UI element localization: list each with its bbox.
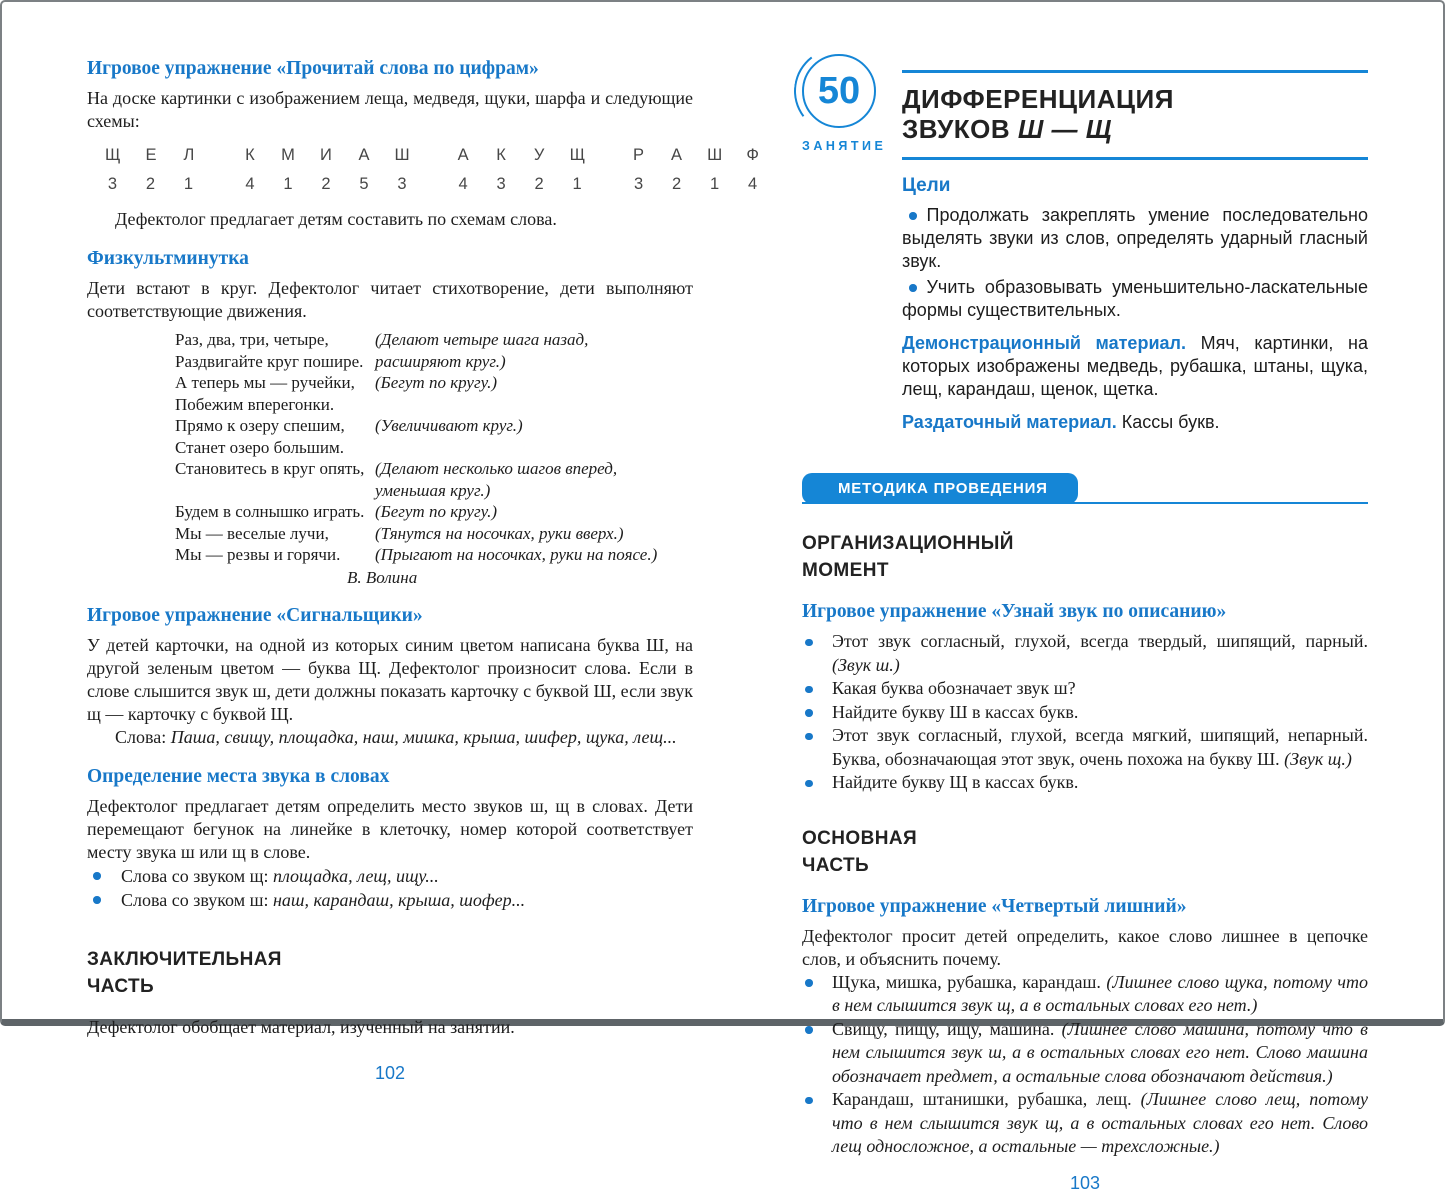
poem-action: уменьшая круг.) bbox=[375, 480, 491, 500]
scheme-number: 1 bbox=[572, 175, 582, 193]
poem-row bbox=[175, 372, 693, 394]
lesson-title-line2 bbox=[902, 114, 1368, 144]
bullet-answer: (Лишнее слово щука, потому что в нем слышится звук щ, а в остальных словах его нет.) bbox=[832, 971, 1368, 1015]
paragraph-signalers-body: У детей карточки, на одной из которых синим цветом написана буква Ш, на другой зеленым цветом — буква Щ. Дефектолог произносит слова. Если в слове слышится звук ш, дети должны показать карточку с буквой Ш, если звук щ — карточку с буквой Щ. bbox=[87, 634, 693, 724]
lesson-number-circle bbox=[802, 54, 876, 128]
poem-row bbox=[175, 394, 693, 416]
goals-heading: Цели bbox=[902, 175, 951, 196]
poem-line bbox=[175, 480, 375, 502]
scheme-number: 4 bbox=[245, 175, 255, 193]
letter-scheme bbox=[105, 145, 196, 194]
scheme-number: 2 bbox=[534, 175, 544, 193]
poem-row bbox=[175, 329, 693, 351]
lesson-title-sounds: Ш — Щ bbox=[1017, 114, 1112, 144]
paragraph-fizkultminutka-intro: Дети встают в круг. Дефектолог читает стихотворение, дети выполняют соответствующие движения. bbox=[87, 278, 693, 321]
exercise-title-read-by-numbers: Игровое упражнение «Прочитай слова по цифрам» bbox=[87, 58, 539, 79]
poem-line: Мы — резвы и горячи. bbox=[175, 545, 341, 564]
poem-line: Становитесь в круг опять, bbox=[175, 459, 365, 478]
lesson-label: ЗАНЯТИЕ bbox=[802, 139, 887, 153]
list-item bbox=[802, 701, 1368, 725]
bullet-answer: (Звук ш.) bbox=[832, 654, 900, 675]
scheme-letter: К bbox=[245, 146, 255, 164]
bullet-label: Слова со звуком щ: bbox=[121, 865, 269, 886]
scheme-letter: Е bbox=[145, 146, 157, 164]
scheme-number: 3 bbox=[397, 175, 407, 193]
poem-action: (Делают четыре шага назад, bbox=[375, 330, 589, 349]
method-badge: МЕТОДИКА ПРОВЕДЕНИЯ bbox=[802, 473, 1078, 504]
handout-material-paragraph bbox=[902, 411, 1368, 434]
page-number-left: 102 bbox=[374, 1062, 406, 1083]
words-list: Паша, свищу, площадка, наш, мишка, крыша, шифер, щука, лещ... bbox=[170, 726, 677, 747]
poem-action: (Прыгают на носочках, руки на поясе.) bbox=[375, 545, 658, 564]
poem-action: (Бегут по кругу.) bbox=[375, 373, 497, 392]
poem-action: (Бегут по кругу.) bbox=[375, 502, 497, 521]
scheme-letter: Ф bbox=[746, 146, 759, 164]
poem-row bbox=[175, 544, 693, 566]
bullet-answer: (Лишнее слово лещ, потому что в нем слышится звук щ, а в остальных словах его нет. Слово лещ односложное, а остальные — трехсложные.) bbox=[832, 1089, 1369, 1156]
fourth-extra-section bbox=[802, 895, 1368, 1159]
demo-material-text: Мяч, картинки, на которых изображены медведь, рубашка, штаны, щука, лещ, карандаш, щенок, щетка. bbox=[902, 333, 1368, 399]
list-item bbox=[87, 864, 693, 888]
scheme-letter: К bbox=[496, 146, 506, 164]
main-part-heading bbox=[802, 825, 1368, 879]
org-moment-line2: МОМЕНТ bbox=[802, 560, 889, 581]
handout-material-text: Кассы букв. bbox=[1121, 412, 1220, 432]
poem-action bbox=[375, 437, 693, 459]
final-part-heading bbox=[87, 946, 693, 1000]
scheme-number: 1 bbox=[283, 175, 293, 193]
section-title-fizkultminutka: Физкультминутка bbox=[87, 248, 249, 269]
poem-action: (Делают несколько шагов вперед, bbox=[375, 459, 618, 478]
list-item bbox=[802, 971, 1368, 1018]
poem-row bbox=[175, 480, 693, 502]
sound-place-list bbox=[87, 864, 693, 912]
scheme-number: 4 bbox=[747, 175, 758, 193]
lesson-info-column bbox=[802, 175, 1368, 434]
list-item bbox=[802, 1088, 1368, 1159]
list-item bbox=[802, 724, 1368, 771]
demo-material-label: Демонстрационный материал. bbox=[902, 333, 1186, 353]
scheme-number: 2 bbox=[145, 175, 156, 193]
page-number-right: 103 bbox=[1069, 1172, 1101, 1193]
lesson-title-block bbox=[902, 70, 1368, 160]
lesson-number: 50 bbox=[817, 69, 861, 112]
scheme-number: 2 bbox=[321, 175, 331, 193]
words-label: Слова: bbox=[115, 726, 167, 747]
main-part-line2: ЧАСТЬ bbox=[802, 854, 870, 876]
scheme-letters-row bbox=[456, 145, 585, 165]
scheme-number: 2 bbox=[671, 175, 682, 193]
final-part-heading-line1: ЗАКЛЮЧИТЕЛЬНАЯ bbox=[87, 948, 282, 970]
final-part-heading-line2: ЧАСТЬ bbox=[87, 975, 155, 997]
letter-scheme bbox=[456, 145, 585, 194]
lesson-title-prefix: ЗВУКОВ bbox=[902, 114, 1011, 144]
scheme-letter: А bbox=[671, 146, 683, 164]
scheme-letters-row bbox=[242, 145, 409, 165]
paragraph-signalers-words bbox=[87, 726, 693, 749]
exercise-title-sound-place: Определение места звука в словах bbox=[87, 765, 390, 787]
poem-action: расширяют круг.) bbox=[375, 351, 506, 371]
main-part-line1: ОСНОВНАЯ bbox=[802, 827, 918, 849]
bullet-text: Найдите букву Щ в кассах букв. bbox=[832, 772, 1079, 792]
scheme-number: 1 bbox=[709, 175, 720, 193]
letter-scheme bbox=[631, 145, 760, 194]
paragraph-sound-place-body: Дефектолог предлагает детям определить место звуков ш, щ в словах. Дети перемещают бегунок на линейке в клеточку, номер которой соответствует месту звука ш или щ в слове. bbox=[87, 795, 693, 862]
scheme-number: 4 bbox=[458, 175, 468, 193]
bullet-text: Щука, мишка, рубашка, карандаш. bbox=[832, 971, 1101, 992]
poem-author: В. Волина bbox=[347, 567, 418, 587]
scheme-numbers-row bbox=[242, 174, 409, 194]
paragraph-read-by-numbers-intro: На доске картинки с изображением леща, медведя, щуки, шарфа и следующие схемы: bbox=[87, 88, 693, 131]
goal-item bbox=[902, 276, 1368, 322]
exercise-title-fourth-extra: Игровое упражнение «Четвертый лишний» bbox=[802, 895, 1187, 917]
page-right bbox=[802, 46, 1368, 1194]
poem-row bbox=[175, 415, 693, 437]
page-left bbox=[87, 57, 759, 1084]
poem-line: Раз, два, три, четыре, bbox=[175, 330, 329, 349]
poem-row bbox=[175, 437, 693, 459]
bullet-text: Этот звук согласный, глухой, всегда твердый, шипящий, парный. bbox=[832, 631, 1368, 651]
demo-material-paragraph bbox=[902, 332, 1368, 401]
guess-sound-list bbox=[802, 630, 1368, 795]
poem-line: А теперь мы — ручейки, bbox=[175, 373, 355, 392]
org-moment-heading bbox=[802, 530, 1368, 584]
paragraph-read-by-numbers-outro: Дефектолог предлагает детям составить по схемам слова. bbox=[115, 209, 557, 229]
poem-block bbox=[175, 329, 693, 588]
lesson-header bbox=[802, 46, 1368, 160]
poem-row bbox=[175, 458, 693, 480]
scheme-letter: У bbox=[533, 146, 545, 164]
letter-scheme bbox=[242, 145, 409, 194]
poem-row bbox=[175, 351, 693, 373]
scheme-letter: Щ bbox=[105, 146, 121, 164]
scheme-number: 3 bbox=[633, 175, 644, 193]
scheme-letter: Щ bbox=[569, 146, 586, 164]
scheme-number: 3 bbox=[107, 175, 118, 193]
bullet-text: Этот звук согласный, глухой, всегда мягкий, шипящий, непарный. Буква, обозначающая этот звук, очень похожа на букву Ш. bbox=[832, 725, 1368, 769]
scheme-numbers-row bbox=[631, 174, 760, 194]
poem-line: Прямо к озеру спешим, bbox=[175, 416, 345, 435]
goal-text: Учить образовывать уменьшительно-ласкательные формы существительных. bbox=[902, 277, 1368, 320]
scheme-number: 3 bbox=[496, 175, 506, 193]
lesson-badge bbox=[802, 46, 902, 160]
goal-item bbox=[902, 204, 1368, 273]
scheme-letter: И bbox=[320, 146, 332, 164]
list-item bbox=[802, 630, 1368, 677]
letter-schemes bbox=[105, 145, 759, 194]
bullet-answer: (Лишнее слово машина, потому что в нем слышится звук ш, а в остальных словах его нет. Слово машина обозначает предмет, а остальные слова обозначают действия.) bbox=[832, 1018, 1368, 1086]
handout-material-label: Раздаточный материал. bbox=[902, 412, 1117, 432]
paragraph-final-part: Дефектолог обобщает материал, изученный на занятии. bbox=[87, 1016, 515, 1037]
list-item bbox=[802, 677, 1368, 701]
goal-text: Продолжать закреплять умение последовательно выделять звуки из слов, определять ударный гласный звук. bbox=[902, 205, 1368, 271]
scheme-letter: Ш bbox=[707, 146, 723, 164]
list-item bbox=[802, 771, 1368, 795]
poem-line: Побежим вперегонки. bbox=[175, 394, 335, 414]
poem-row bbox=[175, 523, 693, 545]
bullet-words: площадка, лещ, ищу... bbox=[272, 865, 439, 886]
bullet-text: Карандаш, штанишки, рубашка, лещ. bbox=[832, 1089, 1132, 1109]
scheme-number: 5 bbox=[359, 175, 369, 193]
bullet-answer: (Звук щ.) bbox=[1284, 748, 1352, 769]
scheme-letter: А bbox=[358, 146, 370, 164]
guess-sound-section bbox=[802, 600, 1368, 795]
poem-action bbox=[375, 394, 693, 416]
exercise-title-guess-sound: Игровое упражнение «Узнай звук по описанию» bbox=[802, 601, 1227, 622]
bullet-dot-icon bbox=[909, 284, 917, 292]
bullet-text: Свищу, пищу, ищу, машина. bbox=[832, 1018, 1055, 1039]
poem-line: Будем в солнышко играть. bbox=[175, 502, 365, 521]
paragraph-fourth-extra-intro: Дефектолог просит детей определить, какое слово лишнее в цепочке слов, и объяснить почему. bbox=[802, 925, 1368, 969]
list-item bbox=[87, 888, 693, 912]
method-badge-row bbox=[802, 472, 1368, 504]
exercise-title-signalers: Игровое упражнение «Сигнальщики» bbox=[87, 604, 423, 626]
scheme-letters-row bbox=[631, 145, 760, 165]
scheme-letter: М bbox=[281, 146, 295, 164]
fourth-extra-list bbox=[802, 971, 1368, 1159]
poem-line: Раздвигайте круг пошире. bbox=[175, 351, 364, 371]
bullet-label: Слова со звуком ш: bbox=[121, 889, 269, 910]
lesson-title-line1: ДИФФЕРЕНЦИАЦИЯ bbox=[902, 84, 1174, 114]
scheme-number: 1 bbox=[183, 175, 194, 193]
bullet-text: Какая буква обозначает звук ш? bbox=[832, 678, 1076, 698]
bullet-dot-icon bbox=[909, 212, 917, 220]
bullet-text: Найдите букву Ш в кассах букв. bbox=[832, 701, 1079, 722]
scheme-letter: Р bbox=[633, 146, 645, 164]
org-moment-line1: ОРГАНИЗАЦИОННЫЙ bbox=[802, 533, 1014, 554]
scheme-numbers-row bbox=[105, 174, 196, 194]
poem-action: (Увеличивают круг.) bbox=[375, 416, 523, 435]
scheme-letter: А bbox=[457, 146, 469, 164]
bullet-words: наш, карандаш, крыша, шофер... bbox=[272, 889, 526, 910]
list-item bbox=[802, 1018, 1368, 1089]
scheme-letters-row bbox=[105, 145, 196, 165]
poem-action: (Тянутся на носочках, руки вверх.) bbox=[375, 523, 624, 543]
poem-row bbox=[175, 501, 693, 523]
scheme-letter: Л bbox=[183, 146, 195, 164]
scheme-numbers-row bbox=[456, 174, 585, 194]
poem-line: Мы — веселые лучи, bbox=[175, 523, 329, 543]
poem-line: Станет озеро большим. bbox=[175, 437, 344, 457]
scheme-letter: Ш bbox=[394, 146, 410, 164]
